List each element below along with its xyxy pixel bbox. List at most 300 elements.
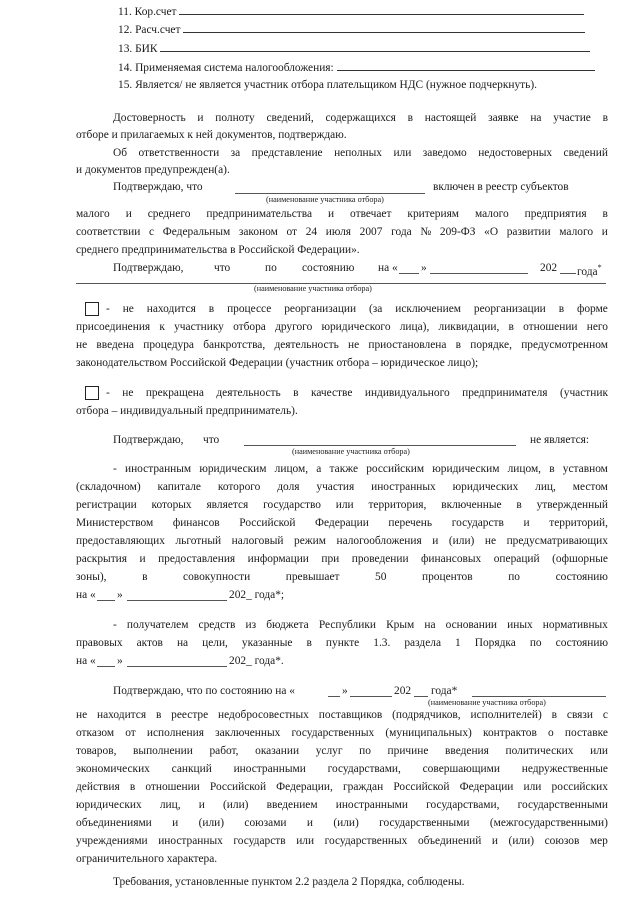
- word: пункте: [325, 637, 360, 649]
- word: иностранных: [158, 835, 223, 847]
- word: Об: [113, 147, 128, 159]
- word: находится: [97, 709, 147, 721]
- word: малого: [474, 208, 509, 220]
- word: при: [321, 553, 340, 565]
- word: (или): [448, 535, 475, 547]
- word: (муниципальных): [385, 727, 472, 739]
- word: не: [76, 709, 88, 721]
- word: финансов: [172, 517, 220, 529]
- foreign-line-4: [76, 516, 608, 530]
- word: и: [139, 553, 146, 565]
- word: реорганизации: [473, 303, 546, 315]
- word: состоянию: [555, 571, 608, 583]
- word: связи: [566, 709, 594, 721]
- foreign-month-blank: [127, 600, 227, 601]
- registry-month-blank: [350, 696, 392, 697]
- word: ликвидации,: [438, 321, 500, 333]
- word: совершающими: [422, 763, 500, 775]
- word: и: [491, 835, 498, 847]
- ip-line-1: [106, 386, 608, 400]
- word: в: [293, 387, 299, 399]
- word: иностранным: [124, 463, 192, 475]
- word: №: [420, 226, 432, 238]
- budget-date-year: 202_ года*.: [229, 655, 284, 667]
- word: в: [551, 709, 558, 721]
- word: (межгосударственными): [489, 817, 608, 829]
- word: и: [172, 817, 179, 829]
- word: (за: [369, 303, 383, 315]
- word: с: [602, 709, 608, 721]
- word: услуг: [315, 745, 343, 757]
- word: не: [76, 339, 88, 351]
- word: предприятия: [524, 208, 587, 220]
- word: прекращена: [145, 387, 204, 399]
- budget-month-blank: [127, 666, 227, 667]
- registry-line-9: ограничительного характера.: [76, 853, 218, 865]
- word: режим: [294, 535, 326, 547]
- word: государственными: [379, 817, 470, 829]
- word: работ,: [209, 745, 239, 757]
- registry-line-3: [76, 744, 608, 758]
- word: и: [432, 535, 439, 547]
- word: а: [316, 463, 322, 475]
- word: участия: [316, 481, 355, 493]
- word: контрактов: [482, 727, 537, 739]
- word: государств: [451, 517, 504, 529]
- foreign-line-2: [76, 480, 608, 494]
- list-item-15: 15. Является/ не является участник отбора плательщиком НДС (нужное подчеркнуть).: [118, 79, 537, 91]
- word: недобросовестных: [218, 709, 309, 721]
- registry-name-caption: (наименование участника отбора): [428, 698, 546, 707]
- word: иностранными: [335, 799, 408, 811]
- word: которых: [151, 499, 192, 511]
- word: причине: [387, 745, 429, 757]
- word: 24: [305, 226, 318, 238]
- word: государственных: [291, 727, 375, 739]
- word: -: [106, 387, 110, 399]
- status-word-2: что: [214, 262, 231, 274]
- day-blank: [399, 273, 419, 274]
- registry-line-4: [76, 762, 608, 776]
- word: 50: [375, 571, 387, 583]
- word: приостановлена: [368, 339, 447, 351]
- foreign-line-1: [113, 462, 608, 476]
- word: союзов: [544, 835, 580, 847]
- registry-line-7: [76, 816, 608, 830]
- word: правовых: [76, 637, 123, 649]
- participant-name-caption-3: (наименование участника отбора): [292, 447, 410, 456]
- registry-line-8: [76, 834, 608, 848]
- word: (или): [333, 817, 359, 829]
- word: территория,: [368, 499, 427, 511]
- word: него: [586, 321, 608, 333]
- registry-date-close: »: [342, 685, 348, 697]
- list-item-12: [118, 22, 585, 37]
- word: (подрядчиков,: [392, 709, 461, 721]
- word: сведений: [563, 147, 608, 159]
- word: Федерации: [459, 781, 514, 793]
- word: в: [602, 112, 608, 124]
- word: Министерством: [76, 517, 154, 529]
- word: с: [149, 226, 155, 238]
- word: находится: [146, 303, 196, 315]
- word: отвечает: [350, 208, 392, 220]
- word: неполных: [334, 147, 382, 159]
- word: союзами: [244, 817, 287, 829]
- word: в: [549, 463, 555, 475]
- word: совокупности: [183, 571, 251, 583]
- word: государств: [233, 835, 286, 847]
- word: иностранными: [233, 763, 306, 775]
- legal-line-2: [76, 320, 608, 334]
- word: выполнении: [133, 745, 193, 757]
- word: и: [328, 208, 335, 220]
- status-word-1: Подтверждаю,: [113, 262, 184, 274]
- word: «О: [484, 226, 499, 238]
- word: поставщиков: [318, 709, 383, 721]
- word: предпринимательства: [206, 208, 313, 220]
- word: лиц,: [159, 799, 181, 811]
- year-blank: [560, 273, 576, 274]
- word: состоянию: [555, 637, 608, 649]
- word: Крым: [386, 619, 415, 631]
- word: получателем: [126, 619, 189, 631]
- word: Федерации,: [276, 781, 333, 793]
- budget-line-2: [76, 636, 608, 650]
- word: к: [159, 321, 165, 333]
- foreign-line-5: [76, 534, 608, 548]
- word: Российской: [209, 781, 267, 793]
- word: 2007: [359, 226, 383, 238]
- word: и: [198, 799, 205, 811]
- word: льготный: [175, 535, 222, 547]
- word: за: [230, 147, 241, 159]
- word: не: [348, 339, 360, 351]
- word: лица),: [399, 321, 430, 333]
- word: граждан: [342, 781, 384, 793]
- month-blank: [430, 273, 528, 274]
- word: основании: [445, 619, 498, 631]
- word: лицом,: [507, 463, 542, 475]
- word: введения: [445, 745, 489, 757]
- word: (офшорные: [552, 553, 608, 565]
- word: -: [113, 463, 117, 475]
- word: перечень: [388, 517, 433, 529]
- word: территорий,: [549, 517, 608, 529]
- participant-name-caption: (наименование участника отбора): [266, 195, 384, 204]
- fill-line: [337, 60, 595, 71]
- word: исполнения: [146, 727, 204, 739]
- budget-date-close: »: [117, 655, 123, 667]
- word: Республики: [318, 619, 376, 631]
- list-item-label: 12. Расч.счет: [118, 24, 181, 36]
- word: полноту: [215, 112, 255, 124]
- word: государственных: [324, 835, 408, 847]
- registry-year-word: года*: [431, 685, 458, 697]
- word: от: [125, 727, 136, 739]
- word: учреждениями: [76, 835, 148, 847]
- word: отказом: [76, 727, 115, 739]
- ip-line-2: отбора – индивидуальный предприниматель).: [76, 405, 298, 417]
- word: процентов: [422, 571, 473, 583]
- word: отношении: [145, 781, 200, 793]
- declaration-1-line-1: [113, 111, 608, 125]
- word: лиц,: [535, 481, 556, 493]
- word: в: [129, 781, 136, 793]
- word: недостоверных: [478, 147, 553, 159]
- word: порядке,: [470, 339, 512, 351]
- participant-name-line-3: [244, 445, 516, 446]
- word: экономических: [76, 763, 150, 775]
- declaration-2-line-1: [113, 146, 608, 160]
- word: критериям: [407, 208, 460, 220]
- word: или: [296, 835, 315, 847]
- word: в: [516, 499, 522, 511]
- word: в: [155, 709, 162, 721]
- word: оказании: [255, 745, 300, 757]
- word: и: [125, 208, 132, 220]
- legal-line-4: законодательством Российской Федерации (участник отбора – юридическое лицо);: [76, 357, 479, 369]
- word: которого: [217, 481, 261, 493]
- word: государствами,: [426, 799, 500, 811]
- word: указанные: [241, 637, 293, 649]
- registry-name-line: [472, 696, 606, 697]
- status-date-open: на «: [378, 262, 398, 274]
- word: другого: [275, 321, 313, 333]
- word: нормативных: [542, 619, 608, 631]
- word: индивидуального: [364, 387, 450, 399]
- entrepreneur-checkbox[interactable]: [85, 386, 99, 400]
- word: средств: [198, 619, 236, 631]
- foreign-line-7: [76, 570, 608, 584]
- word: не: [122, 387, 134, 399]
- word: предоставления: [158, 553, 236, 565]
- word: в: [602, 208, 608, 220]
- foreign-day-blank: [97, 600, 115, 601]
- word: предусматривающих: [506, 535, 608, 547]
- word: превышает: [285, 571, 340, 583]
- word: по: [508, 571, 520, 583]
- word: в: [306, 637, 312, 649]
- foreign-date-open: на «: [76, 589, 96, 601]
- word: участнику: [174, 321, 224, 333]
- list-item-13: [118, 41, 590, 56]
- word: или: [523, 781, 542, 793]
- word: юридических: [76, 799, 142, 811]
- word: уставном: [562, 463, 608, 475]
- word: в: [508, 321, 514, 333]
- foreign-line-6: [76, 552, 608, 566]
- word: и: [601, 226, 608, 238]
- word: операций: [493, 553, 540, 565]
- word: введена: [96, 339, 134, 351]
- word: раздела: [404, 637, 441, 649]
- registry-day-blank: [328, 696, 340, 697]
- participant-name-line: [235, 193, 425, 194]
- word: доля: [277, 481, 300, 493]
- word: действия: [76, 781, 120, 793]
- word: не: [484, 535, 497, 547]
- word: развитии: [506, 226, 551, 238]
- registry-line-2: [76, 726, 608, 740]
- fill-line: [179, 4, 584, 15]
- word: предусмотренном: [521, 339, 608, 351]
- word: раскрытия: [76, 553, 128, 565]
- word: форме: [576, 303, 608, 315]
- word: на: [530, 112, 542, 124]
- word: (участник: [559, 387, 608, 399]
- participant-name-caption-2: (наименование участника отбора): [254, 284, 372, 293]
- word: 1.3.: [373, 637, 391, 649]
- word: товаров,: [76, 745, 117, 757]
- word: объединениями: [76, 817, 152, 829]
- word: качестве: [310, 387, 353, 399]
- budget-line-1: [113, 618, 608, 632]
- word: налогообложения: [336, 535, 422, 547]
- word: по: [359, 745, 371, 757]
- word: заведомо: [422, 147, 467, 159]
- list-item-14: [118, 60, 595, 75]
- word: соответствии: [76, 226, 141, 238]
- word: налоговый: [231, 535, 284, 547]
- sme-start: Подтверждаю, что: [113, 181, 203, 193]
- word: года: [391, 226, 412, 238]
- word: малого: [76, 208, 110, 220]
- word: предоставляющих: [76, 535, 165, 547]
- not-foreign-end: не является:: [530, 434, 590, 446]
- word: ответственности: [138, 147, 220, 159]
- word: сведений,: [266, 112, 314, 124]
- word: в: [455, 339, 462, 351]
- word: законом: [238, 226, 278, 238]
- word: объединений: [417, 835, 482, 847]
- sme-line-2: [76, 225, 608, 239]
- word: и: [523, 517, 530, 529]
- word: иностранных: [371, 481, 436, 493]
- word: реестре: [171, 709, 209, 721]
- word: отбора: [233, 321, 266, 333]
- word: о: [548, 727, 554, 739]
- word: российским: [366, 463, 425, 475]
- word: или: [393, 147, 412, 159]
- not-foreign-word-1: Подтверждаю,: [113, 434, 184, 446]
- word: утвержденный: [536, 499, 608, 511]
- word: настоящей: [424, 112, 477, 124]
- word: Федерации: [315, 517, 369, 529]
- word: 209-ФЗ: [439, 226, 476, 238]
- final-statement: Требования, установленные пунктом 2.2 раздела 2 Порядка, соблюдены.: [113, 876, 465, 888]
- word: процедура: [143, 339, 194, 351]
- word: (или): [508, 835, 534, 847]
- word: лицом,: [274, 463, 309, 475]
- word: банкротства,: [203, 339, 266, 351]
- budget-day-blank: [97, 666, 115, 667]
- word: Федеральным: [162, 226, 231, 238]
- word: (складочном): [76, 481, 141, 493]
- declaration-1-line-2: отборе и прилагаемых к ней документов, подтверждаю.: [76, 129, 347, 141]
- foreign-date-close: »: [117, 589, 123, 601]
- registry-line-1: [76, 708, 608, 722]
- word: информации: [247, 553, 309, 565]
- word: присоединения: [76, 321, 151, 333]
- word: июля: [325, 226, 351, 238]
- foreign-date-year: 202_ года*;: [229, 589, 285, 601]
- word: Российской: [239, 517, 296, 529]
- registry-year-blank: [414, 696, 428, 697]
- word: Достоверность: [113, 112, 186, 124]
- word: и: [306, 817, 313, 829]
- word: (или): [223, 799, 249, 811]
- word: по: [529, 637, 542, 649]
- word: содержащихся: [325, 112, 396, 124]
- word: юридических: [452, 481, 519, 493]
- word: на: [176, 637, 189, 649]
- word: российских: [551, 781, 608, 793]
- word: -: [106, 303, 110, 315]
- word: зоны),: [76, 571, 107, 583]
- fill-line: [160, 41, 590, 52]
- word: -: [113, 619, 117, 631]
- declaration-2-line-2: и документов предупрежден(а).: [76, 164, 230, 176]
- word: проведении: [351, 553, 409, 565]
- word: государство: [263, 499, 321, 511]
- word: заявке: [488, 112, 519, 124]
- foreign-line-3: [76, 498, 608, 512]
- word: политических: [505, 745, 574, 757]
- list-item-label: 11. Кор.счет: [118, 6, 177, 18]
- word: или: [590, 745, 608, 757]
- word: государственными: [517, 799, 608, 811]
- word: участие: [553, 112, 591, 124]
- word: деятельность: [216, 387, 281, 399]
- word: цели,: [202, 637, 228, 649]
- word: отношении: [523, 321, 578, 333]
- registry-line-6: [76, 798, 608, 812]
- legal-line-3: [76, 338, 608, 352]
- word: актов: [136, 637, 163, 649]
- registry-line-5: [76, 780, 608, 794]
- status-word-3: по: [265, 262, 277, 274]
- not-foreign-word-2: что: [203, 434, 220, 446]
- sme-line-3: среднего предпринимательства в Российской Федерации».: [76, 244, 360, 256]
- word: регистрации: [76, 499, 137, 511]
- year-word: года: [577, 265, 598, 278]
- word: на: [424, 619, 436, 631]
- sme-end: включен в реестр субъектов: [433, 181, 569, 193]
- word: местом: [572, 481, 608, 493]
- word: заключенных: [215, 727, 281, 739]
- word: реорганизации: [284, 303, 357, 315]
- word: в: [208, 303, 215, 315]
- word: исключением: [395, 303, 461, 315]
- status-year-word: [577, 261, 602, 279]
- word: Российской: [393, 781, 450, 793]
- status-date-close: »: [421, 262, 427, 274]
- word: среднего: [147, 208, 191, 220]
- word: юридического: [321, 321, 391, 333]
- status-year: 202: [540, 262, 558, 274]
- legal-entity-checkbox[interactable]: [85, 302, 99, 316]
- budget-date-open: на «: [76, 655, 96, 667]
- word: предпринимателя: [462, 387, 548, 399]
- footnote-mark: *: [597, 263, 602, 272]
- word: государствами,: [327, 763, 401, 775]
- word: санкций: [171, 763, 212, 775]
- word: (или): [198, 817, 225, 829]
- word: поставке: [564, 727, 608, 739]
- word: и: [197, 112, 204, 124]
- word: в: [558, 303, 565, 315]
